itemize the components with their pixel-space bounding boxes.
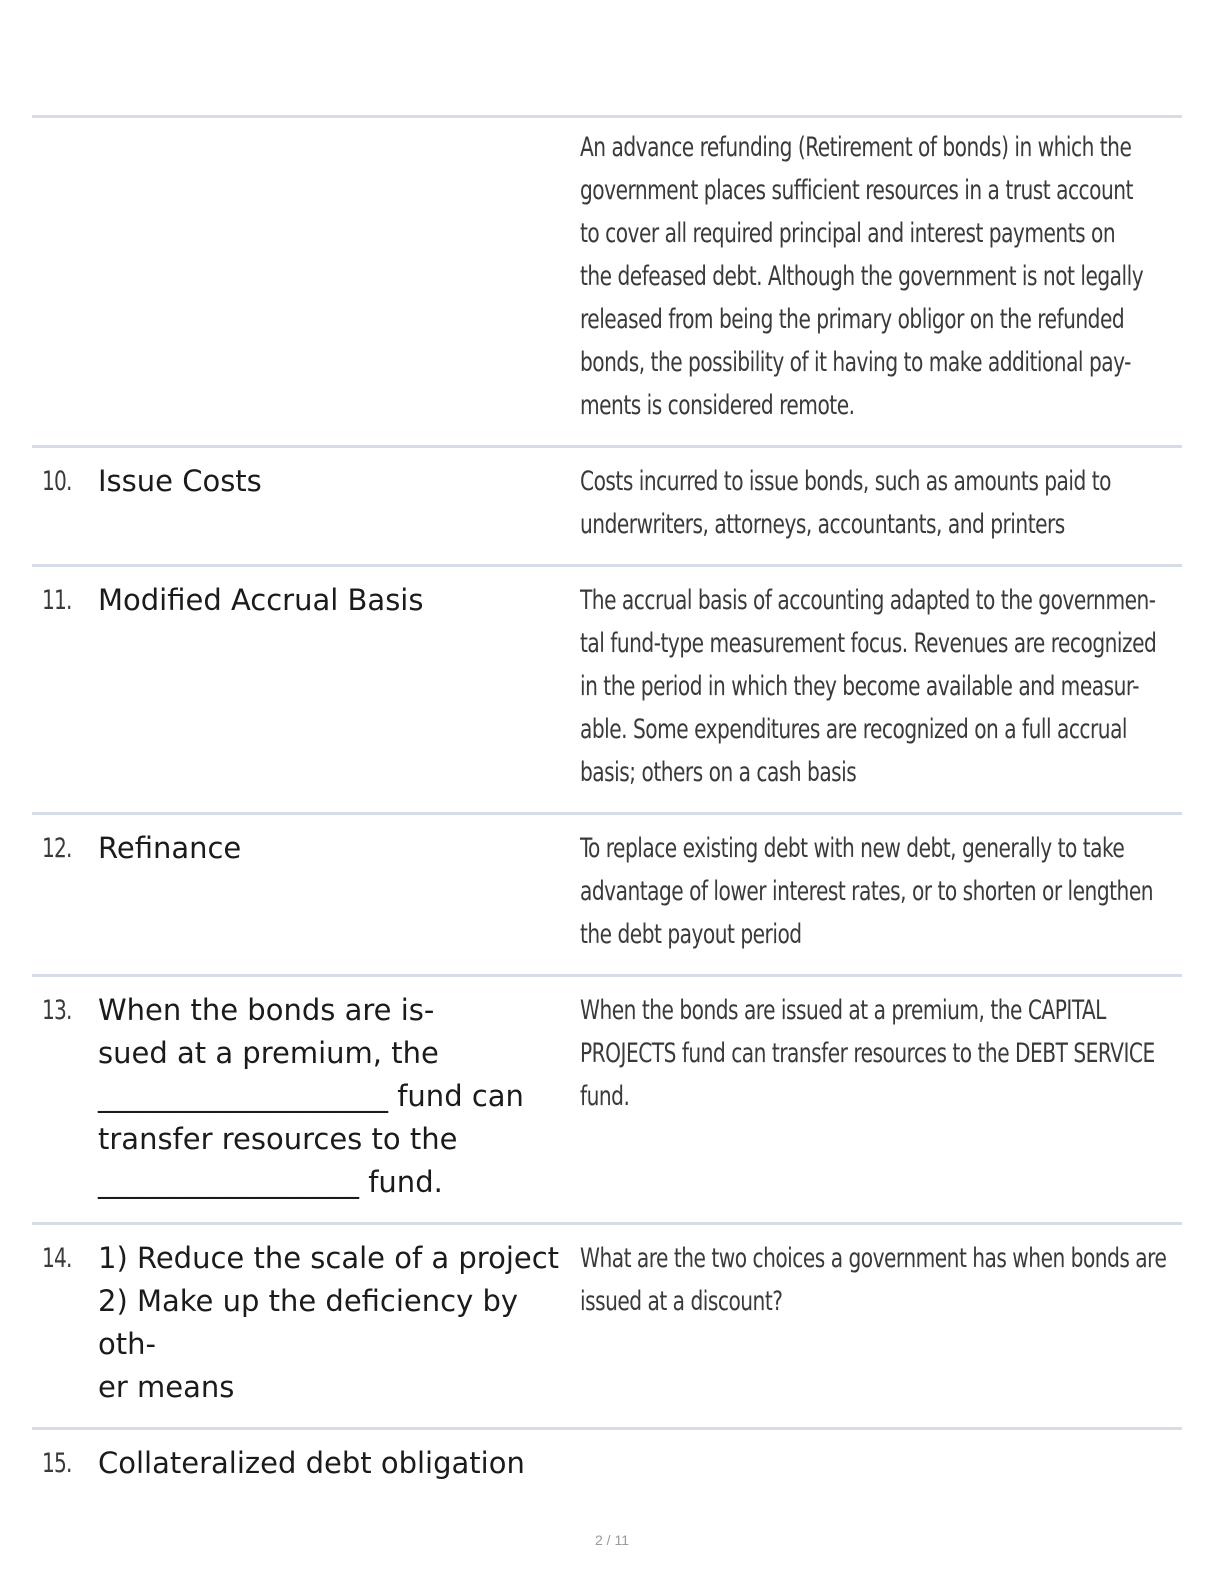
card-number: 10. — [42, 466, 72, 497]
card-number: 14. — [42, 1243, 72, 1274]
card-term: Refinance — [98, 831, 242, 865]
card-number: 11. — [42, 585, 72, 616]
card-number: 12. — [42, 833, 72, 864]
card-number — [32, 126, 98, 169]
card-term: Modified Accrual Basis — [98, 583, 424, 617]
card-row — [32, 115, 1182, 445]
card-definition: The accrual basis of accounting adapted to the governmen- tal fund-type measurement focus. Revenues are recognized in the period in which they become available and measur- able. Some expenditures are recognized on a full accrual basis; others on a cash basis — [580, 585, 1157, 788]
card-number: 13. — [42, 995, 72, 1026]
flashcard-list — [32, 115, 1182, 1503]
card-row — [32, 564, 1182, 812]
card-row — [32, 1222, 1182, 1427]
card-definition — [580, 1442, 1182, 1485]
card-row — [32, 812, 1182, 974]
card-row — [32, 445, 1182, 564]
card-term: 1) Reduce the scale of a project 2) Make up the deficiency by oth- er means — [98, 1241, 560, 1404]
card-definition: When the bonds are issued at a premium, the CAPITAL PROJECTS fund can transfer resources to the DEBT SERVICE fund. — [580, 995, 1155, 1112]
card-definition: To replace existing debt with new debt, generally to take advantage of lower interest rates, or to shorten or lengthen the debt payout period — [580, 833, 1154, 950]
page-number: 2 / 11 — [595, 1532, 629, 1548]
card-definition: Costs incurred to issue bonds, such as amounts paid to underwriters, attorneys, accountants, and printers — [580, 466, 1111, 540]
card-term: Collateralized debt obligation — [98, 1446, 525, 1480]
card-definition: What are the two choices a government has when bonds are issued at a discount? — [580, 1243, 1167, 1317]
card-row — [32, 974, 1182, 1222]
card-number: 15. — [42, 1448, 72, 1479]
card-definition: An advance refunding (Retirement of bonds) in which the government places sufficient resources in a trust account to cover all required principal and interest payments on the defeased debt. Although the government is not legally released from being the primary obligor on the refunded bonds, the possibility of it having to make additional pay- ments is considered remote. — [580, 132, 1144, 421]
card-row — [32, 1427, 1182, 1503]
card-term: Issue Costs — [98, 464, 262, 498]
card-term: When the bonds are is- sued at a premium, the ____________________ fund can transfer resources to the __________________ fund. — [98, 993, 524, 1199]
